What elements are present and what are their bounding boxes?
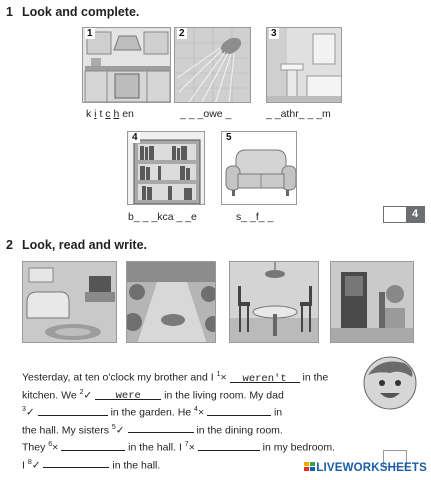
bathroom-illustration: [267, 28, 342, 103]
picture-sofa: [221, 131, 297, 205]
picture-dining-room: [229, 261, 319, 343]
section-2-number: 2: [6, 238, 13, 252]
liveworksheets-logo-icon: [304, 462, 316, 472]
answer-blank-5[interactable]: [128, 421, 194, 433]
picture-shower: [174, 27, 251, 103]
word-prompt-1: k i t c h en: [86, 108, 134, 120]
paragraph-line-5: They $^6$× in the hall. I $^7$× in my bedroom.: [22, 436, 340, 454]
section-1-number: 1: [6, 5, 13, 19]
paragraph-line-2: kitchen. We $^2$✓ were in the living room. My dad: [22, 388, 284, 402]
score-entry: [384, 207, 406, 222]
section-1-heading: [6, 5, 139, 19]
word-prompt-2: _ _ _owe _: [180, 108, 232, 120]
section-2-title: Look, read and write.: [22, 238, 148, 252]
garden-illustration: [127, 262, 216, 343]
living-room-illustration: [23, 262, 117, 343]
liveworksheets-watermark: [304, 462, 427, 474]
paragraph-line-4: the hall. My sisters $^5$✓ in the dining room.: [22, 419, 340, 437]
paragraph-line-1: Yesterday, at ten o'clock my brother and I $^1$× weren't in the: [22, 371, 329, 385]
watermark-text: LIVEWORKSHEETS: [316, 462, 427, 474]
answer-blank-1[interactable]: weren't: [230, 371, 300, 383]
picture-hall: [330, 261, 414, 343]
answer-blank-2[interactable]: were: [95, 388, 161, 400]
picture-number-2: 2: [179, 28, 185, 39]
paragraph-line-6: I $^8$✓ in the hall.: [22, 454, 340, 472]
word-prompt-5: s_ _f_ _: [236, 211, 274, 223]
picture-number-5: 5: [226, 132, 232, 143]
word-prompt-3: _ _athr_ _ _m: [266, 108, 331, 120]
section-1-title: Look and complete.: [22, 5, 140, 19]
picture-living-room: [22, 261, 117, 343]
section-2-heading: [6, 238, 147, 252]
score-total: 4: [406, 207, 424, 222]
dining-room-illustration: [230, 262, 319, 343]
hall-illustration: [331, 262, 414, 343]
answer-blank-6[interactable]: [61, 439, 125, 451]
fill-in-paragraph: [22, 366, 340, 471]
answer-blank-3[interactable]: [38, 404, 108, 416]
picture-number-3: 3: [271, 28, 277, 39]
picture-number-4: 4: [132, 132, 138, 143]
answer-blank-4[interactable]: [207, 404, 271, 416]
picture-bookcase: [127, 131, 205, 205]
picture-bathroom: [266, 27, 342, 103]
kitchen-illustration: [83, 28, 171, 103]
answer-blank-8[interactable]: [43, 456, 109, 468]
word-prompt-4: b_ _ _kca _ _e: [128, 211, 197, 223]
section-1-score-box: [383, 206, 425, 223]
paragraph-line-3: $^3$✓ in the garden. He $^4$× in: [22, 401, 340, 419]
boy-face-illustration: [360, 355, 420, 411]
picture-garden: [126, 261, 216, 343]
picture-kitchen: [82, 27, 171, 103]
picture-number-1: 1: [87, 28, 93, 39]
answer-blank-7[interactable]: [198, 439, 260, 451]
shower-illustration: [175, 28, 251, 103]
